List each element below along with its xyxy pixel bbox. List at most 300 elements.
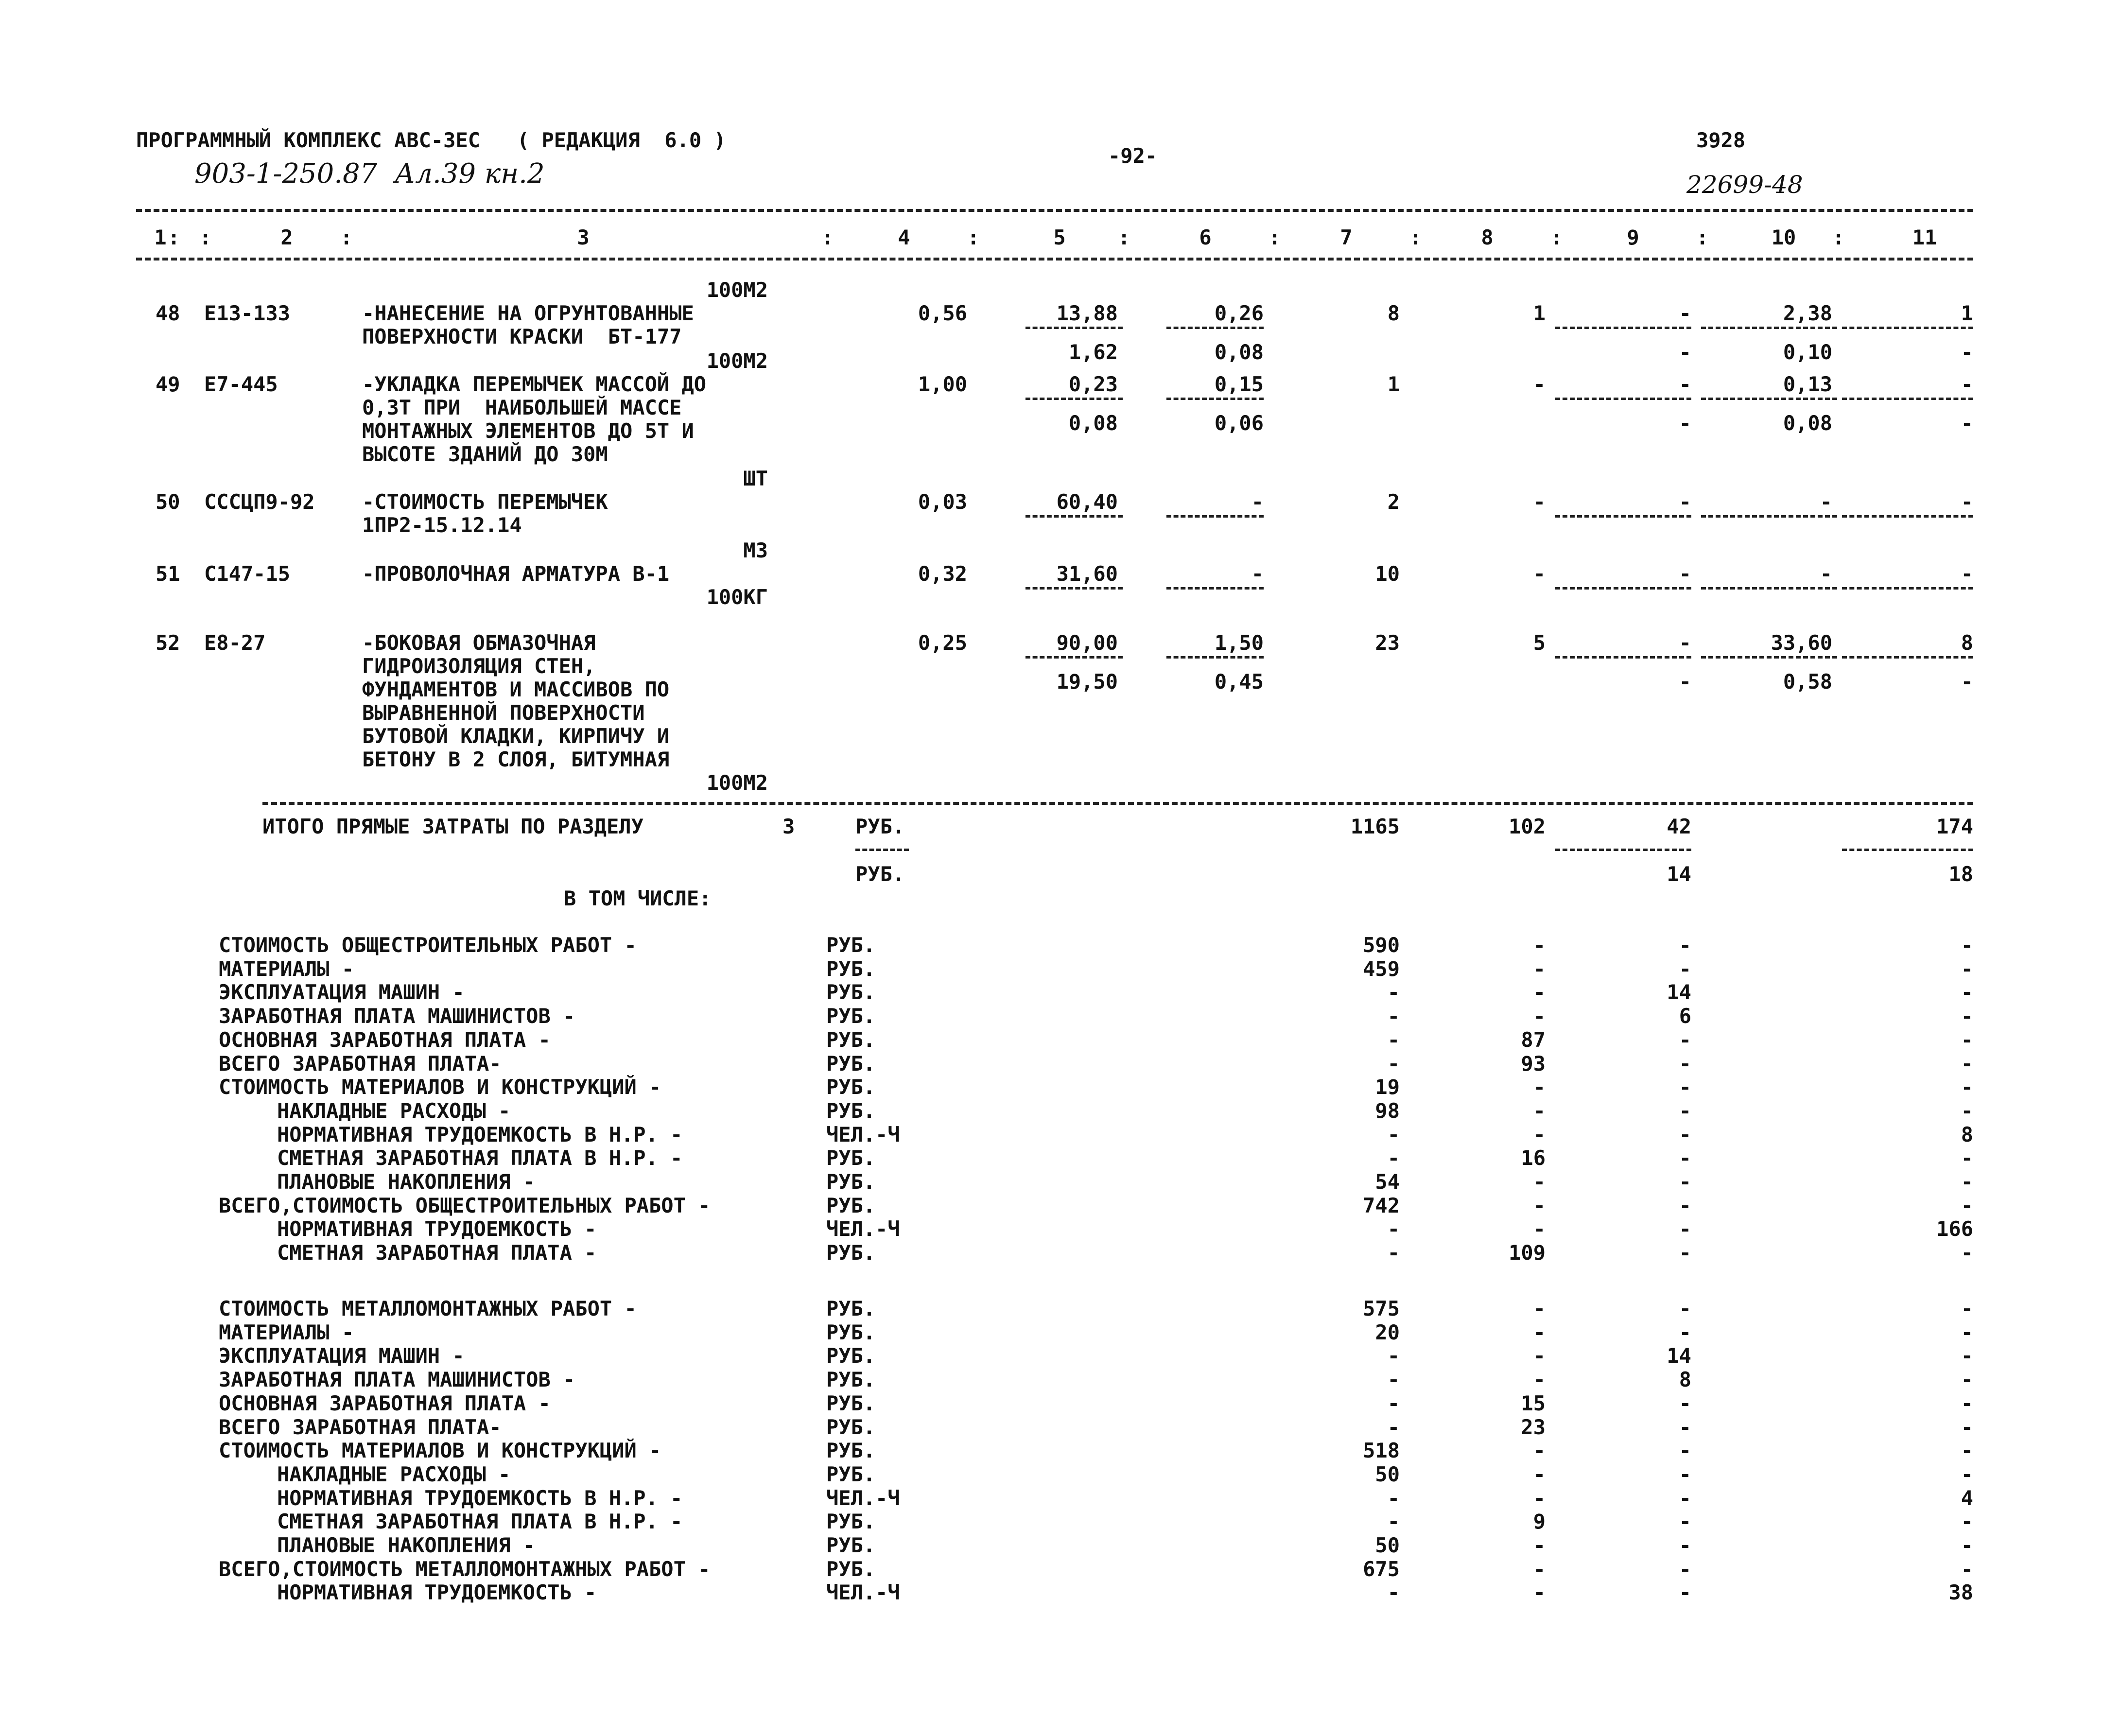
breakdown-col11: - [1961,1099,1973,1123]
col11-value: 1 [1961,301,1973,325]
breakdown-col8: - [1533,1194,1546,1217]
row-number: 52 [156,631,180,655]
breakdown-label: МАТЕРИАЛЫ - [219,957,354,981]
col5-divider [1025,656,1123,659]
col11-divider [1842,656,1973,659]
totals-unit-underline [855,849,909,851]
breakdown-label: НОРМАТИВНАЯ ТРУДОЕМКОСТЬ В Н.Р. - [277,1486,683,1510]
breakdown-col9: - [1679,1146,1691,1170]
col6-value: 1,50 [1214,631,1264,655]
totals-col11-second: 18 [1948,862,1973,886]
breakdown-col11: - [1961,1004,1973,1028]
breakdown-col9: - [1679,957,1691,981]
col11-value: - [1961,490,1973,514]
col7-value: 2 [1387,490,1400,514]
breakdown-label: НАКЛАДНЫЕ РАСХОДЫ - [277,1099,511,1123]
col11-divider [1842,327,1973,329]
breakdown-col9: - [1679,1297,1691,1320]
totals-col9-underline [1555,849,1691,851]
breakdown-unit: РУБ. [826,1368,876,1391]
totals-col11: 174 [1936,815,1973,838]
breakdown-col9: - [1679,1415,1691,1439]
row-number: 48 [156,301,180,325]
breakdown-label: ЗАРАБОТНАЯ ПЛАТА МАШИНИСТОВ - [219,1004,575,1028]
col5-subvalue: 19,50 [1056,670,1118,694]
breakdown-col11: - [1961,1439,1973,1462]
col8-value: - [1533,490,1546,514]
totals-col9: 42 [1667,815,1691,838]
breakdown-col11: - [1961,1533,1973,1557]
column-separator: : [168,226,180,249]
handwritten-reference: 903-1-250.87 Ал.39 кн.2 [194,158,545,190]
totals-col8: 102 [1509,815,1546,838]
breakdown-col11: 38 [1948,1580,1973,1604]
breakdown-col7: - [1387,1052,1400,1076]
col10-value: - [1820,562,1832,586]
unit-label: 100М2 [706,278,768,302]
breakdown-col7: - [1387,1217,1400,1241]
column-number: 10 [1771,226,1796,249]
breakdown-unit: ЧЕЛ.-Ч [826,1217,900,1241]
breakdown-unit: РУБ. [826,1194,876,1217]
col6-subvalue: 0,06 [1214,411,1264,435]
rate-code: Е7-445 [204,372,278,396]
col5-divider [1025,327,1123,329]
col11-divider [1842,398,1973,400]
col9-value: - [1679,301,1691,325]
col11-divider [1842,515,1973,518]
breakdown-col8: 93 [1521,1052,1546,1076]
breakdown-col9: - [1679,1462,1691,1486]
work-description: ВЫСОТЕ ЗДАНИЙ ДО 30М [362,442,608,466]
breakdown-col9: - [1679,1241,1691,1265]
column-number: 1 [154,226,167,249]
col10-subvalue: 0,10 [1783,340,1832,364]
breakdown-col11: - [1961,1146,1973,1170]
col6-value: 0,15 [1214,372,1264,396]
breakdown-col8: - [1533,1580,1546,1604]
table-header-rule [136,258,1973,260]
breakdown-label: НОРМАТИВНАЯ ТРУДОЕМКОСТЬ В Н.Р. - [277,1123,683,1146]
breakdown-unit: РУБ. [826,1052,876,1076]
col6-divider [1166,327,1264,329]
unit-label: 100М2 [706,349,768,373]
col5-value: 60,40 [1056,490,1118,514]
col5-value: 0,23 [1068,372,1118,396]
totals-label: ИТОГО ПРЯМЫЕ ЗАТРАТЫ ПО РАЗДЕЛУ [262,815,643,838]
work-description: -УКЛАДКА ПЕРЕМЫЧЕК МАССОЙ ДО [362,372,707,396]
work-description: МОНТАЖНЫХ ЭЛЕМЕНТОВ ДО 5Т И [362,419,694,443]
breakdown-col11: - [1961,933,1973,957]
col6-subvalue: 0,08 [1214,340,1264,364]
breakdown-col7: - [1387,1241,1400,1265]
column-number: 6 [1199,226,1212,249]
totals-unit: РУБ. [855,815,905,838]
breakdown-col11: - [1961,1052,1973,1076]
totals-col7: 1165 [1350,815,1400,838]
breakdown-col7: 20 [1375,1320,1400,1344]
totals-col11-underline [1842,849,1973,851]
col11-subvalue: - [1961,340,1973,364]
breakdown-col7: - [1387,1123,1400,1146]
breakdown-unit: РУБ. [826,1439,876,1462]
quantity: 1,00 [918,372,967,396]
breakdown-unit: РУБ. [826,1415,876,1439]
breakdown-col8: - [1533,1486,1546,1510]
breakdown-col8: - [1533,1123,1546,1146]
breakdown-col8: 87 [1521,1028,1546,1052]
breakdown-col8: - [1533,933,1546,957]
rate-code: СССЦП9-92 [204,490,315,514]
col8-value: - [1533,372,1546,396]
work-description: БУТОВОЙ КЛАДКИ, КИРПИЧУ И [362,724,670,748]
breakdown-label: ПЛАНОВЫЕ НАКОПЛЕНИЯ - [277,1533,536,1557]
breakdown-label: СТОИМОСТЬ МЕТАЛЛОМОНТАЖНЫХ РАБОТ - [219,1297,637,1320]
work-description: 1ПР2-15.12.14 [362,513,522,537]
breakdown-col11: - [1961,1170,1973,1194]
breakdown-label: СМЕТНАЯ ЗАРАБОТНАЯ ПЛАТА В Н.Р. - [277,1510,683,1533]
breakdown-unit: РУБ. [826,957,876,981]
breakdown-unit: РУБ. [826,1297,876,1320]
rate-code: Е13-133 [204,301,291,325]
breakdown-col7: 50 [1375,1533,1400,1557]
col5-value: 90,00 [1056,631,1118,655]
breakdown-label: ОСНОВНАЯ ЗАРАБОТНАЯ ПЛАТА - [219,1391,551,1415]
column-separator: : [967,226,980,249]
quantity: 0,56 [918,301,967,325]
breakdown-col11: - [1961,980,1973,1004]
totals-rule [262,802,1973,805]
col9-divider [1555,656,1691,659]
breakdown-label: ЭКСПЛУАТАЦИЯ МАШИН - [219,980,465,1004]
col9-divider [1555,587,1691,590]
breakdown-col11: - [1961,1557,1973,1581]
breakdown-unit: РУБ. [826,1344,876,1368]
breakdown-col7: - [1387,1415,1400,1439]
column-separator: : [1550,226,1563,249]
breakdown-col11: - [1961,1320,1973,1344]
column-separator: : [821,226,834,249]
breakdown-col11: - [1961,1510,1973,1533]
work-description: ВЫРАВНЕННОЙ ПОВЕРХНОСТИ [362,701,645,725]
breakdown-col9: - [1679,1170,1691,1194]
column-number: 3 [577,226,590,249]
totals-section: 3 [782,815,795,838]
breakdown-col8: 15 [1521,1391,1546,1415]
col9-divider [1555,398,1691,400]
work-description: -СТОИМОСТЬ ПЕРЕМЫЧЕК [362,490,608,514]
col11-subvalue: - [1961,411,1973,435]
breakdown-col9: - [1679,1052,1691,1076]
breakdown-label: ЗАРАБОТНАЯ ПЛАТА МАШИНИСТОВ - [219,1368,575,1391]
breakdown-col7: 575 [1363,1297,1400,1320]
breakdown-col8: - [1533,957,1546,981]
breakdown-unit: РУБ. [826,1557,876,1581]
breakdown-col8: - [1533,980,1546,1004]
col5-divider [1025,515,1123,518]
breakdown-col8: 23 [1521,1415,1546,1439]
page-number: -92- [1108,144,1158,168]
breakdown-col9: - [1679,1439,1691,1462]
col7-value: 23 [1375,631,1400,655]
col10-value: 2,38 [1783,301,1832,325]
breakdown-col9: - [1679,1486,1691,1510]
breakdown-col8: - [1533,1297,1546,1320]
breakdown-label: ЭКСПЛУАТАЦИЯ МАШИН - [219,1344,465,1368]
breakdown-col9: - [1679,1320,1691,1344]
breakdown-col8: 9 [1533,1510,1546,1533]
col5-subvalue: 1,62 [1068,340,1118,364]
breakdown-label: НАКЛАДНЫЕ РАСХОДЫ - [277,1462,511,1486]
col5-value: 13,88 [1056,301,1118,325]
col9-value: - [1679,562,1691,586]
breakdown-col9: - [1679,1099,1691,1123]
breakdown-col8: - [1533,1320,1546,1344]
col5-divider [1025,587,1123,590]
breakdown-col9: 6 [1679,1004,1691,1028]
breakdown-label: СТОИМОСТЬ ОБЩЕСТРОИТЕЛЬНЫХ РАБОТ - [219,933,637,957]
col6-value: 0,26 [1214,301,1264,325]
work-description: 0,3Т ПРИ НАИБОЛЬШЕЙ МАССЕ [362,396,682,419]
breakdown-col9: - [1679,1217,1691,1241]
col11-value: 8 [1961,631,1973,655]
col10-subvalue: 0,08 [1783,411,1832,435]
breakdown-unit: РУБ. [826,1533,876,1557]
program-title: ПРОГРАММНЫЙ КОМПЛЕКС АВС-3ЕС ( РЕДАКЦИЯ 6.0 ) [136,128,726,152]
breakdown-label: ВСЕГО ЗАРАБОТНАЯ ПЛАТА- [219,1052,502,1076]
breakdown-col9: 14 [1667,1344,1691,1368]
breakdown-col7: 675 [1363,1557,1400,1581]
quantity: 0,03 [918,490,967,514]
breakdown-col9: - [1679,1075,1691,1099]
col9-value: - [1679,631,1691,655]
col9-value: - [1679,490,1691,514]
unit-label: М3 [743,538,768,562]
col10-value: - [1820,490,1832,514]
col7-value: 1 [1387,372,1400,396]
document-code: 3928 [1696,128,1746,152]
breakdown-unit: РУБ. [826,1462,876,1486]
breakdown-unit: РУБ. [826,1391,876,1415]
breakdown-col8: - [1533,1439,1546,1462]
column-separator: : [340,226,353,249]
col9-subvalue: - [1679,670,1691,694]
including-heading: В ТОМ ЧИСЛЕ: [564,886,712,910]
column-number: 11 [1912,226,1937,249]
breakdown-unit: РУБ. [826,1241,876,1265]
col6-divider [1166,587,1264,590]
row-number: 50 [156,490,180,514]
breakdown-col9: - [1679,1580,1691,1604]
col7-value: 10 [1375,562,1400,586]
column-separator: : [1269,226,1281,249]
col9-divider [1555,515,1691,518]
col10-value: 0,13 [1783,372,1832,396]
col5-value: 31,60 [1056,562,1118,586]
breakdown-col8: 109 [1509,1241,1546,1265]
breakdown-col7: 98 [1375,1099,1400,1123]
col11-value: - [1961,562,1973,586]
breakdown-col11: - [1961,1075,1973,1099]
col6-divider [1166,398,1264,400]
col6-divider [1166,515,1264,518]
unit-label: 100КГ [706,585,768,609]
breakdown-col8: - [1533,1170,1546,1194]
col8-value: 1 [1533,301,1546,325]
breakdown-unit: РУБ. [826,1028,876,1052]
work-description: ПОВЕРХНОСТИ КРАСКИ БТ-177 [362,325,682,348]
breakdown-col9: - [1679,1194,1691,1217]
totals-unit-2: РУБ. [855,862,905,886]
breakdown-label: СМЕТНАЯ ЗАРАБОТНАЯ ПЛАТА В Н.Р. - [277,1146,683,1170]
breakdown-col11: - [1961,1368,1973,1391]
col5-subvalue: 0,08 [1068,411,1118,435]
col10-divider [1701,398,1837,400]
row-number: 51 [156,562,180,586]
breakdown-col11: - [1961,1462,1973,1486]
breakdown-col8: - [1533,1075,1546,1099]
breakdown-col7: 19 [1375,1075,1400,1099]
quantity: 0,25 [918,631,967,655]
col11-divider [1842,587,1973,590]
breakdown-col7: 459 [1363,957,1400,981]
breakdown-unit: ЧЕЛ.-Ч [826,1580,900,1604]
column-separator: : [1118,226,1130,249]
breakdown-col7: - [1387,1004,1400,1028]
breakdown-col7: - [1387,980,1400,1004]
breakdown-label: ВСЕГО,СТОИМОСТЬ МЕТАЛЛОМОНТАЖНЫХ РАБОТ - [219,1557,711,1581]
col10-divider [1701,515,1837,518]
breakdown-col7: 742 [1363,1194,1400,1217]
breakdown-unit: ЧЕЛ.-Ч [826,1123,900,1146]
col8-value: - [1533,562,1546,586]
column-number: 9 [1627,226,1639,249]
column-number: 8 [1481,226,1494,249]
breakdown-col7: - [1387,1146,1400,1170]
breakdown-col8: 16 [1521,1146,1546,1170]
col5-divider [1025,398,1123,400]
col6-value: - [1251,490,1264,514]
breakdown-label: ВСЕГО ЗАРАБОТНАЯ ПЛАТА- [219,1415,502,1439]
breakdown-col7: 518 [1363,1439,1400,1462]
col8-value: 5 [1533,631,1546,655]
breakdown-col8: - [1533,1217,1546,1241]
rate-code: С147-15 [204,562,291,586]
breakdown-col7: - [1387,1391,1400,1415]
breakdown-col11: - [1961,1297,1973,1320]
breakdown-col7: 590 [1363,933,1400,957]
breakdown-col11: - [1961,1391,1973,1415]
breakdown-unit: РУБ. [826,1510,876,1533]
breakdown-unit: РУБ. [826,1099,876,1123]
breakdown-col9: - [1679,1533,1691,1557]
unit-label: ШТ [743,467,768,490]
breakdown-label: СТОИМОСТЬ МАТЕРИАЛОВ И КОНСТРУКЦИЙ - [219,1075,661,1099]
table-top-rule [136,209,1973,212]
breakdown-col9: - [1679,1557,1691,1581]
breakdown-label: НОРМАТИВНАЯ ТРУДОЕМКОСТЬ - [277,1217,597,1241]
rate-code: Е8-27 [204,631,266,655]
breakdown-col11: 8 [1961,1123,1973,1146]
col10-divider [1701,587,1837,590]
col7-value: 8 [1387,301,1400,325]
breakdown-label: МАТЕРИАЛЫ - [219,1320,354,1344]
breakdown-unit: РУБ. [826,1075,876,1099]
col9-subvalue: - [1679,340,1691,364]
breakdown-col11: - [1961,1344,1973,1368]
col11-value: - [1961,372,1973,396]
breakdown-col7: 54 [1375,1170,1400,1194]
handwritten-id: 22699-48 [1686,171,1803,199]
breakdown-col9: - [1679,1391,1691,1415]
breakdown-label: СТОИМОСТЬ МАТЕРИАЛОВ И КОНСТРУКЦИЙ - [219,1439,661,1462]
breakdown-unit: РУБ. [826,980,876,1004]
column-separator: : [1832,226,1845,249]
column-number: 2 [280,226,293,249]
col6-subvalue: 0,45 [1214,670,1264,694]
column-separator: : [1409,226,1422,249]
col10-subvalue: 0,58 [1783,670,1832,694]
breakdown-col8: - [1533,1344,1546,1368]
breakdown-unit: РУБ. [826,933,876,957]
breakdown-col8: - [1533,1099,1546,1123]
breakdown-col7: 50 [1375,1462,1400,1486]
breakdown-col8: - [1533,1004,1546,1028]
breakdown-unit: РУБ. [826,1146,876,1170]
breakdown-col11: - [1961,1241,1973,1265]
totals-col9-second: 14 [1667,862,1691,886]
col6-value: - [1251,562,1264,586]
col9-subvalue: - [1679,411,1691,435]
work-description: ФУНДАМЕНТОВ И МАССИВОВ ПО [362,677,670,701]
col10-divider [1701,656,1837,659]
breakdown-col11: 4 [1961,1486,1973,1510]
breakdown-col9: - [1679,1028,1691,1052]
column-separator: : [1696,226,1709,249]
col11-subvalue: - [1961,670,1973,694]
breakdown-unit: ЧЕЛ.-Ч [826,1486,900,1510]
breakdown-unit: РУБ. [826,1004,876,1028]
breakdown-col11: - [1961,957,1973,981]
work-description: -НАНЕСЕНИЕ НА ОГРУНТОВАННЫЕ [362,301,694,325]
breakdown-label: ВСЕГО,СТОИМОСТЬ ОБЩЕСТРОИТЕЛЬНЫХ РАБОТ - [219,1194,711,1217]
breakdown-col11: - [1961,1028,1973,1052]
work-description: ГИДРОИЗОЛЯЦИЯ СТЕН, [362,654,596,678]
col10-value: 33,60 [1771,631,1832,655]
breakdown-col7: - [1387,1510,1400,1533]
breakdown-label: НОРМАТИВНАЯ ТРУДОЕМКОСТЬ - [277,1580,597,1604]
col10-divider [1701,327,1837,329]
breakdown-col11: - [1961,1415,1973,1439]
row-number: 49 [156,372,180,396]
breakdown-col11: 166 [1936,1217,1973,1241]
breakdown-col9: 14 [1667,980,1691,1004]
breakdown-label: ПЛАНОВЫЕ НАКОПЛЕНИЯ - [277,1170,536,1194]
work-description: -БОКОВАЯ ОБМАЗОЧНАЯ [362,631,596,655]
breakdown-col9: - [1679,1510,1691,1533]
breakdown-label: ОСНОВНАЯ ЗАРАБОТНАЯ ПЛАТА - [219,1028,551,1052]
breakdown-col9: - [1679,933,1691,957]
col6-divider [1166,656,1264,659]
breakdown-col9: 8 [1679,1368,1691,1391]
column-number: 4 [898,226,910,249]
breakdown-unit: РУБ. [826,1170,876,1194]
breakdown-col7: - [1387,1344,1400,1368]
breakdown-col8: - [1533,1533,1546,1557]
column-number: 7 [1340,226,1353,249]
breakdown-col8: - [1533,1368,1546,1391]
col9-value: - [1679,372,1691,396]
